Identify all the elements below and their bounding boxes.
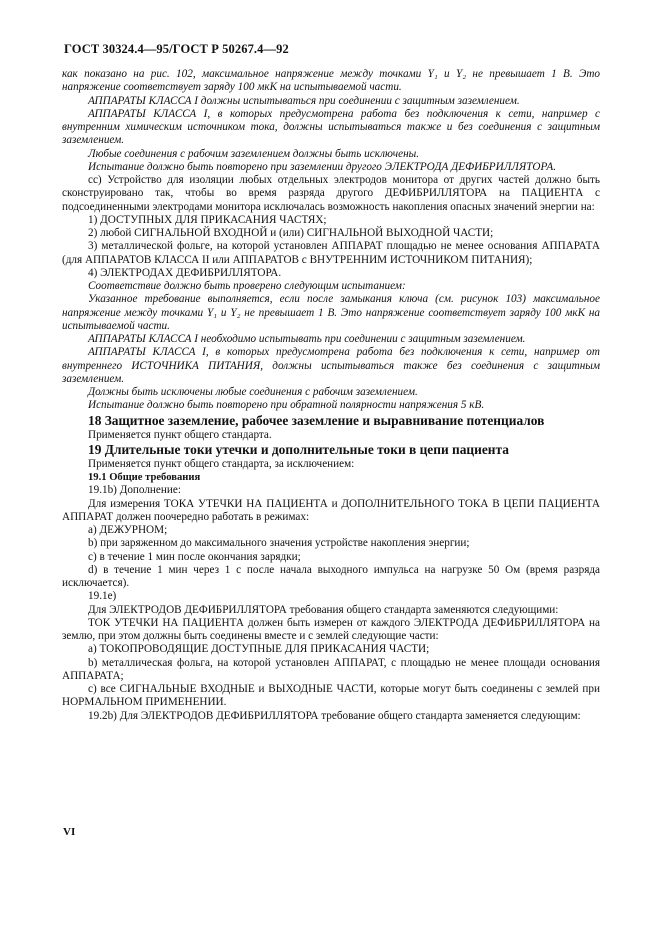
paragraph: d) в течение 1 мин через 1 с после начала выходного импульса на нагрузке 50 Ом (время разряда исключается). (62, 563, 600, 589)
paragraph: 19.2b) Для ЭЛЕКТРОДОВ ДЕФИБРИЛЛЯТОРА требование общего стандарта заменяется следующим: (88, 709, 581, 722)
paragraph: Любые соединения с рабочим заземлением должны быть исключены. (88, 147, 420, 160)
section-heading: 19 Длительные токи утечки и дополнительные токи в цепи пациента (88, 441, 509, 457)
paragraph: Испытание должно быть повторено при заземлении другого ЭЛЕКТРОДА ДЕФИБРИЛЛЯТОРА. (88, 160, 556, 173)
paragraph: ТОК УТЕЧКИ НА ПАЦИЕНТА должен быть измерен от каждого ЭЛЕКТРОДА ДЕФИБРИЛЛЯТОРА на землю, при этом должны быть соединены вместе и с землей следующие части: (62, 616, 600, 642)
paragraph: АППАРАТЫ КЛАССА I должны испытываться при соединении с защитным заземлением. (88, 94, 520, 107)
paragraph: b) металлическая фольга, на которой установлен АППАРАТ, с площадью не менее площади основания АППАРАТА; (62, 656, 600, 682)
paragraph: Применяется пункт общего стандарта. (88, 428, 272, 441)
section-heading: 18 Защитное заземление, рабочее заземление и выравнивание потенциалов (88, 412, 545, 428)
paragraph: с) в течение 1 мин после окончания зарядки; (88, 550, 301, 563)
paragraph: АППАРАТЫ КЛАССА I необходимо испытывать при соединении с защитным заземлением. (88, 333, 526, 345)
paragraph: 2) любой СИГНАЛЬНОЙ ВХОДНОЙ и (или) СИГНАЛЬНОЙ ВЫХОДНОЙ ЧАСТИ; (88, 227, 494, 239)
paragraph: АППАРАТЫ КЛАССА I, в которых предусмотрена работа без подключения к сети, например от внутреннего ИСТОЧНИКА ПИТАНИЯ, должны испытываться также без соединения с защитным заземлением. (62, 346, 600, 385)
subsection-heading: 19.1 Общие требования (88, 472, 201, 483)
paragraph: 1) ДОСТУПНЫХ ДЛЯ ПРИКАСАНИЯ ЧАСТЯХ; (88, 213, 327, 226)
paragraph: 19.1b) Дополнение: (88, 484, 181, 497)
paragraph: Для измерения ТОКА УТЕЧКИ НА ПАЦИЕНТА и ДОПОЛНИТЕЛЬНОГО ТОКА В ЦЕПИ ПАЦИЕНТА АППАРАТ должен поочередно работать в режимах: (62, 497, 600, 523)
paragraph: Указанное требование выполняется, если после замыкания ключа (см. рисунок 103) максимальное напряжение между точками Y₁ и Y₂ не превышает 1 В. Это напряжение соответствует заряду 100 мкК на испытываемой части. (62, 293, 600, 332)
paragraph: 19.1е) (88, 590, 117, 603)
paragraph: АППАРАТЫ КЛАССА I, в которых предусмотрена работа без подключения к сети, например с внутренним химическим источником тока, должны испытываться также и без соединения с защитным заземлением. (62, 107, 600, 147)
document-body (62, 68, 600, 723)
paragraph: Применяется пункт общего стандарта, за исключением: (88, 457, 355, 470)
paragraph: а) ДЕЖУРНОМ; (88, 524, 168, 536)
page-number: VI (63, 826, 76, 838)
paragraph: b) при заряженном до максимального значения устройстве накопления энергии; (88, 537, 470, 550)
paragraph: сс) Устройство для изоляции любых отдельных электродов монитора от других частей должно быть сконструировано так, чтобы во время разряда другого ДЕФИБРИЛЛЯТОРА на ПАЦИЕНТА с подсоединенными электродами монитора исключалась возможность накопления опасных значений энергии на: (62, 174, 600, 213)
paragraph: Для ЭЛЕКТРОДОВ ДЕФИБРИЛЛЯТОРА требования общего стандарта заменяются следующими: (88, 603, 559, 616)
document-header: ГОСТ 30324.4—95/ГОСТ Р 50267.4—92 (64, 42, 289, 56)
paragraph: с) все СИГНАЛЬНЫЕ ВХОДНЫЕ и ВЫХОДНЫЕ ЧАСТИ, которые могут быть соединены с землей при НОРМАЛЬНОМ ПРИМЕНЕНИИ. (62, 683, 600, 709)
paragraph: 3) металлической фольге, на которой установлен АППАРАТ площадью не менее основания АППАРАТА (для АППАРАТОВ КЛАССА II или АППАРАТОВ с ВНУТРЕННИМ ИСТОЧНИКОМ ПИТАНИЯ); (62, 240, 600, 266)
paragraph: Соответствие должно быть проверено следующим испытанием: (88, 280, 406, 292)
paragraph: Должны быть исключены любые соединения с рабочим заземлением. (88, 386, 418, 398)
paragraph: а) ТОКОПРОВОДЯЩИЕ ДОСТУПНЫЕ ДЛЯ ПРИКАСАНИЯ ЧАСТИ; (88, 643, 430, 656)
paragraph: Испытание должно быть повторено при обратной полярности напряжения 5 кВ. (88, 399, 485, 412)
paragraph: как показано на рис. 102, максимальное напряжение между точками Y₁ и Y₂ не превышает 1 В. Это напряжение соответствует заряду 100 мкК на испытываемой части. (62, 68, 600, 94)
paragraph: 4) ЭЛЕКТРОДАХ ДЕФИБРИЛЛЯТОРА. (88, 266, 282, 279)
